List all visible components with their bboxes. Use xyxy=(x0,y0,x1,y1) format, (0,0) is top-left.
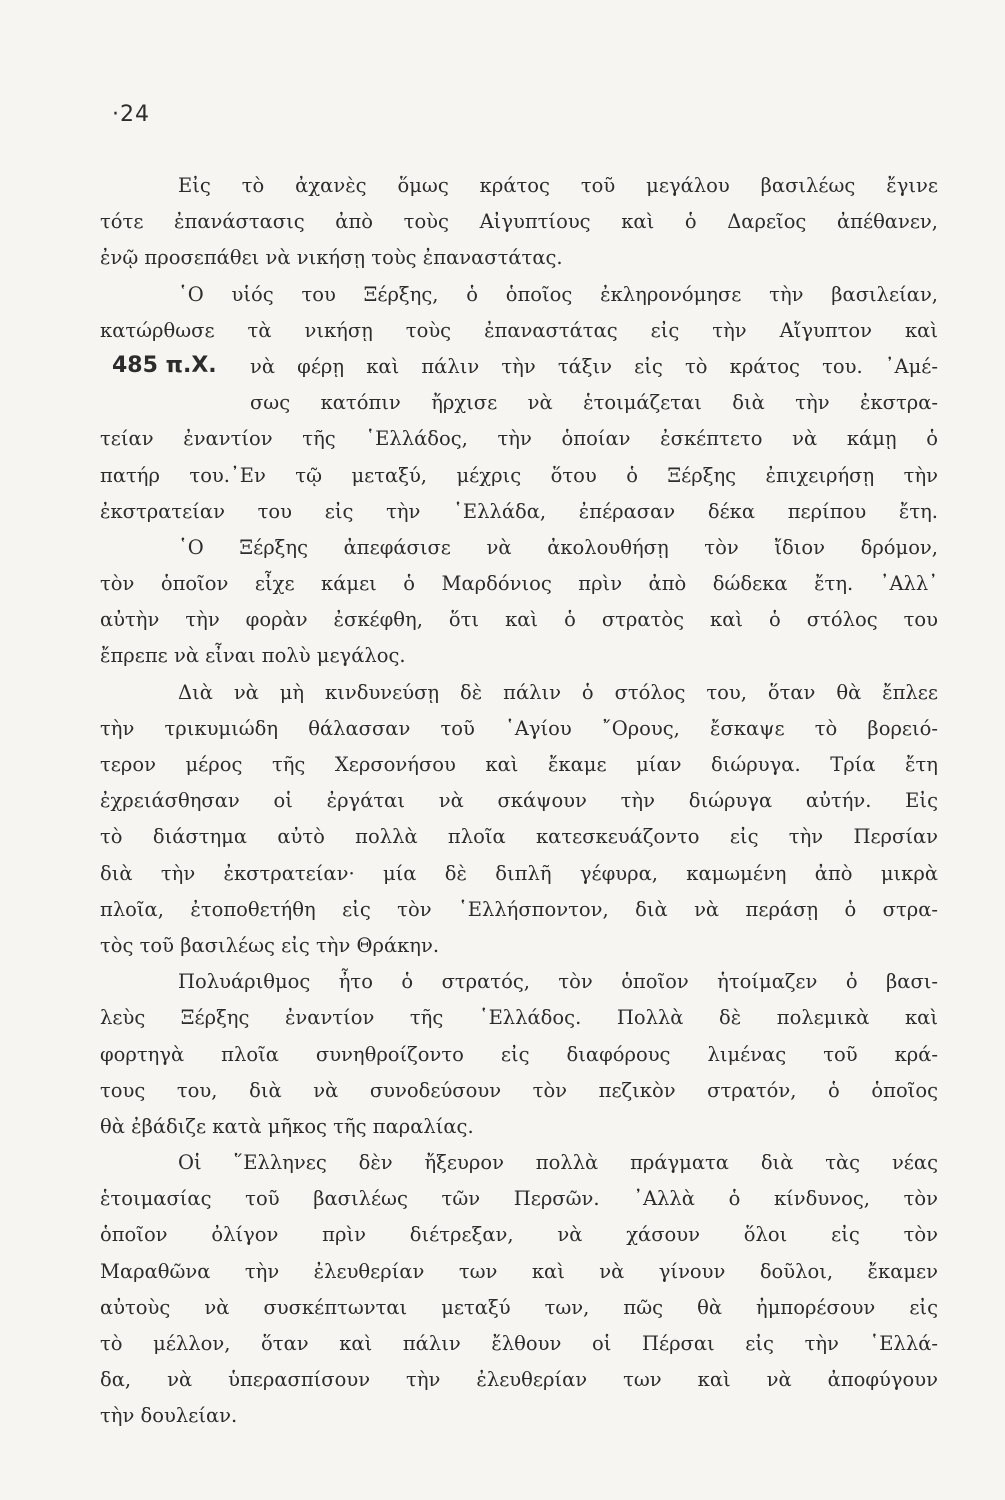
text-line: φορτηγὰ πλοῖα συνηθροίζοντο εἰς διαφόρους λιμένας τοῦ κρά- xyxy=(100,1042,938,1066)
text-line: ἑτοιμασίας τοῦ βασιλέως τῶν Περσῶν. ᾽Αλλὰ ὁ κίνδυνος, τὸν xyxy=(100,1187,938,1211)
text-line: πλοῖα, ἐτοποθετήθη εἰς τὸν ῾Ελλήσποντον, διὰ νὰ περάσῃ ὁ στρα- xyxy=(100,897,938,921)
text-line: Πολυάριθμος ἦτο ὁ στρατός, τὸν ὁποῖον ἡτοίμαζεν ὁ βασι- xyxy=(178,970,938,994)
text-line: ῾Ο Ξέρξης ἀπεφάσισε νὰ ἀκολουθήσῃ τὸν ἴδιον δρόμον, xyxy=(178,535,938,559)
text-line: ῾Ο υἱός του Ξέρξης, ὁ ὁποῖος ἐκληρονόμησε τὴν βασιλείαν, xyxy=(178,282,938,306)
text-line: Μαραθῶνα τὴν ἐλευθερίαν των καὶ νὰ γίνουν δοῦλοι, ἔκαμεν xyxy=(100,1259,938,1283)
text-line: τὸν ὁποῖον εἶχε κάμει ὁ Μαρδόνιος πρὶν ἀπὸ δώδεκα ἔτη. ᾽Αλλ᾽ xyxy=(100,572,938,596)
text-line: αὐτὴν τὴν φορὰν ἐσκέφθη, ὅτι καὶ ὁ στρατὸς καὶ ὁ στόλος του xyxy=(100,608,938,632)
margin-date-note: 485 π.Χ. xyxy=(112,353,217,378)
text-line: τὸ μέλλον, ὅταν καὶ πάλιν ἔλθουν οἱ Πέρσαι εἰς τὴν ῾Ελλά- xyxy=(100,1332,938,1355)
text-line: σως κατόπιν ἤρχισε νὰ ἑτοιμάζεται διὰ τὴν ἐκστρα- xyxy=(250,391,938,415)
text-line: δα, νὰ ὑπερασπίσουν τὴν ἐλευθερίαν των καὶ νὰ ἀποφύγουν xyxy=(100,1368,938,1392)
text-line: ἔπρεπε νὰ εἶναι πολὺ μεγάλος. xyxy=(100,644,406,668)
text-line: τερον μέρος τῆς Χερσονήσου καὶ ἔκαμε μίαν διώρυγα. Τρία ἔτη xyxy=(100,753,938,776)
text-line: ἐκστρατείαν του εἰς τὴν ῾Ελλάδα, ἐπέρασαν δέκα περίπου ἔτη. xyxy=(100,499,938,523)
text-line: τὴν δουλείαν. xyxy=(100,1404,238,1428)
text-line: ἐχρειάσθησαν οἱ ἐργάται νὰ σκάψουν τὴν διώρυγα αὐτήν. Εἰς xyxy=(100,789,938,813)
text-line: ἐνῷ προσεπάθει νὰ νικήσῃ τοὺς ἐπαναστάτας. xyxy=(100,246,563,270)
text-line: αὐτοὺς νὰ συσκέπτωνται μεταξύ των, πῶς θὰ ἠμπορέσουν εἰς xyxy=(100,1295,938,1319)
text-line: τὸς τοῦ βασιλέως εἰς τὴν Θράκην. xyxy=(100,933,440,957)
text-line: τὴν τρικυμιώδη θάλασσαν τοῦ ῾Αγίου ῎Ορους, ἔσκαψε τὸ βορειό- xyxy=(100,716,938,740)
text-line: κατώρθωσε τὰ νικήσῃ τοὺς ἐπαναστάτας εἰς τὴν Αἴγυπτον καὶ xyxy=(100,318,938,342)
text-line: ὁποῖον ὀλίγον πρὶν διέτρεξαν, νὰ χάσουν ὅλοι εἰς τὸν xyxy=(100,1223,938,1247)
text-line: Διὰ νὰ μὴ κινδυνεύσῃ δὲ πάλιν ὁ στόλος του, ὅταν θὰ ἔπλεε xyxy=(178,680,938,704)
text-line: Οἱ ῞Ελληνες δὲν ἤξευρον πολλὰ πράγματα διὰ τὰς νέας xyxy=(178,1151,938,1175)
body-text xyxy=(100,168,938,1435)
text-line: τὸ διάστημα αὐτὸ πολλὰ πλοῖα κατεσκευάζοντο εἰς τὴν Περσίαν xyxy=(100,825,938,849)
text-line: τείαν ἐναντίον τῆς ῾Ελλάδος, τὴν ὁποίαν ἐσκέπτετο νὰ κάμῃ ὁ xyxy=(100,427,938,451)
text-line: Εἰς τὸ ἀχανὲς ὅμως κράτος τοῦ μεγάλου βασιλέως ἔγινε xyxy=(178,174,938,197)
text-line: διὰ τὴν ἐκστρατείαν· μία δὲ διπλῆ γέφυρα, καμωμένη ἀπὸ μικρὰ xyxy=(100,861,938,885)
text-line: νὰ φέρῃ καὶ πάλιν τὴν τάξιν εἰς τὸ κράτος του. ᾽Αμέ- xyxy=(250,354,938,378)
text-line: τότε ἐπανάστασις ἀπὸ τοὺς Αἰγυπτίους καὶ ὁ Δαρεῖος ἀπέθανεν, xyxy=(100,210,938,234)
text-line: τους του, διὰ νὰ συνοδεύσουν τὸν πεζικὸν στρατόν, ὁ ὁποῖος xyxy=(100,1078,938,1102)
text-line: πατήρ του.᾽Εν τῷ μεταξύ, μέχρις ὅτου ὁ Ξέρξης ἐπιχειρήσῃ τὴν xyxy=(100,463,938,487)
text-line: λεὺς Ξέρξης ἐναντίον τῆς ῾Ελλάδος. Πολλὰ δὲ πολεμικὰ καὶ xyxy=(100,1006,938,1030)
text-line: θὰ ἐβάδιζε κατὰ μῆκος τῆς παραλίας. xyxy=(100,1114,474,1138)
page-number: ·24 xyxy=(112,102,150,127)
